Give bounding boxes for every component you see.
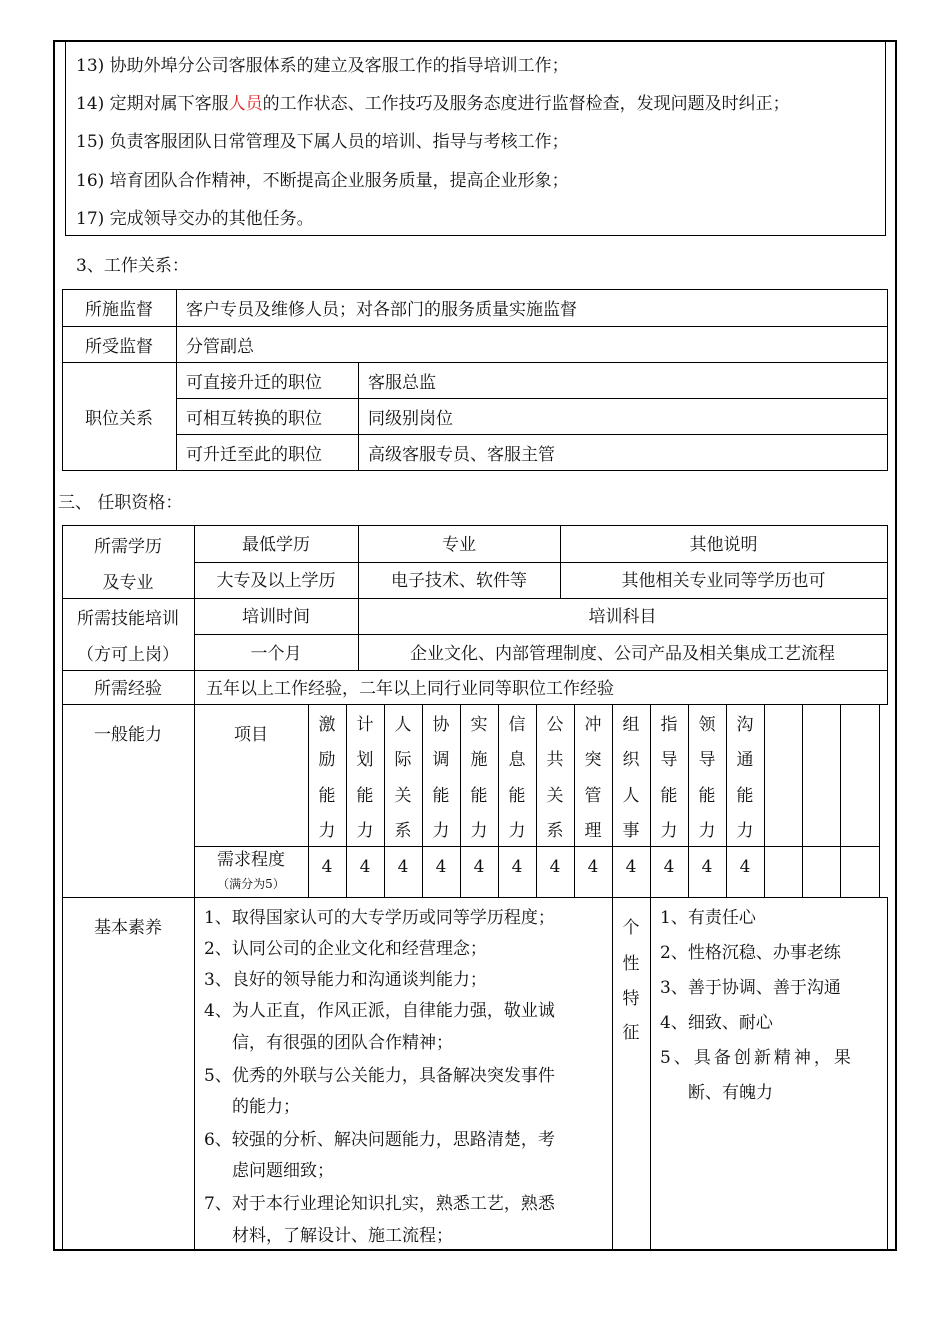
- q-col-right-bottom: [887, 897, 888, 1250]
- ability-name-char: 沟: [736, 715, 754, 735]
- basic-6b: 虑问题细致；: [232, 1161, 334, 1181]
- ability-name-char: 突: [584, 750, 602, 770]
- supervised-label: 所受监督: [85, 337, 153, 357]
- basic-5a: 5、优秀的外联与公关能力，具备解决突发事件: [204, 1066, 555, 1086]
- basic-4b: 信，有很强的团队合作精神；: [232, 1033, 453, 1053]
- ability-name-char: 关: [546, 786, 564, 806]
- ability-name-char: 励: [318, 750, 336, 770]
- ability-score: 4: [587, 857, 599, 877]
- ability-score: 4: [663, 857, 675, 877]
- q-line-edu-mid: [194, 562, 888, 563]
- ability-name-char: 划: [356, 750, 374, 770]
- supervise-label: 所施监督: [85, 300, 153, 320]
- ability-name-char: 能: [508, 786, 526, 806]
- ability-name-char: 系: [546, 821, 564, 841]
- ability-name-char: 力: [318, 821, 336, 841]
- ability-name-char: 关: [394, 786, 412, 806]
- outer-border-bottom: [53, 1249, 897, 1251]
- ability-name-char: 信: [508, 715, 526, 735]
- supervised-value: 分管副总: [186, 337, 254, 357]
- requirement-label: 需求程度: [217, 850, 285, 870]
- basic-label: 基本素养: [94, 918, 162, 938]
- basic-3: 3、良好的领导能力和沟通谈判能力；: [204, 970, 487, 990]
- duty-17: 17) 完成领导交办的其他任务。: [76, 209, 314, 229]
- ability-name-char: 能: [698, 786, 716, 806]
- personality-3: 3、善于协调、善于沟通: [660, 978, 841, 998]
- ability-name-char: 能: [356, 786, 374, 806]
- requirement-note: （满分为5）: [217, 877, 285, 891]
- from-label: 可升迁至此的职位: [186, 445, 322, 465]
- major-value: 电子技术、软件等: [391, 571, 527, 591]
- train-subject-header: 培训科目: [588, 607, 657, 627]
- personality-1: 1、有责任心: [660, 908, 756, 928]
- rel-line-3: [176, 398, 888, 399]
- basic-6a: 6、较强的分析、解决问题能力，思路清楚，考: [204, 1130, 555, 1150]
- train-time-value: 一个月: [250, 644, 302, 664]
- promote-label: 可直接升迁的职位: [186, 373, 322, 393]
- outer-border-right: [895, 40, 897, 1251]
- ability-name-char: 冲: [584, 715, 602, 735]
- ab-col: [840, 704, 841, 897]
- ability-name-char: 计: [356, 715, 374, 735]
- ability-name-char: 实: [470, 715, 488, 735]
- ability-name-char: 管: [584, 786, 602, 806]
- duties-box-right: [885, 40, 886, 235]
- q-line-top: [62, 525, 888, 526]
- highlighted-text: 人员: [228, 94, 263, 114]
- ability-name-char: 领: [698, 715, 716, 735]
- ability-name-char: 能: [432, 786, 450, 806]
- ability-score: 4: [625, 857, 637, 877]
- ability-score: 4: [511, 857, 523, 877]
- duty-13: 13) 协助外埠分公司客服体系的建立及客服工作的指导培训工作；: [76, 56, 569, 76]
- personality-label-4: 征: [622, 1023, 640, 1043]
- edu-label-2: 及专业: [102, 573, 154, 593]
- q-col-left: [62, 525, 63, 1250]
- ability-name-char: 织: [622, 750, 640, 770]
- other-header: 其他说明: [689, 535, 758, 555]
- skill-label-2: （方可上岗）: [77, 645, 179, 665]
- ability-name-char: 力: [432, 821, 450, 841]
- rel-line-1: [62, 326, 888, 327]
- duty-15: 15) 负责客服团队日常管理及下属人员的培训、指导与考核工作；: [76, 132, 569, 152]
- ability-name-char: 能: [736, 786, 754, 806]
- ability-name-char: 力: [470, 821, 488, 841]
- ability-name-char: 力: [508, 821, 526, 841]
- ability-name-char: 力: [698, 821, 716, 841]
- ability-score: 4: [701, 857, 713, 877]
- qualifications-heading: 三、 任职资格：: [58, 493, 183, 513]
- train-subject-value: 企业文化、内部管理制度、公司产品及相关集成工艺流程: [410, 644, 835, 664]
- ability-name-char: 能: [470, 786, 488, 806]
- ability-name-char: 指: [660, 715, 678, 735]
- outer-border-left: [53, 40, 55, 1251]
- q-col-right-top: [887, 525, 888, 705]
- exp-value: 五年以上工作经验，二年以上同行业同等职位工作经验: [206, 679, 614, 699]
- outer-border-top: [53, 40, 897, 42]
- ability-name-char: 系: [394, 821, 412, 841]
- ability-name-char: 协: [432, 715, 450, 735]
- basic-4a: 4、为人正直，作风正派，自律能力强，敬业诚: [204, 1001, 555, 1021]
- from-value: 高级客服专员、客服主管: [368, 445, 555, 465]
- skill-label-1: 所需技能培训: [77, 609, 179, 629]
- ab-col: [879, 704, 880, 897]
- train-time-header: 培训时间: [242, 607, 310, 627]
- ability-name-char: 人: [622, 786, 640, 806]
- q-line-ability-bottom: [62, 897, 888, 898]
- ability-name-char: 激: [318, 715, 336, 735]
- rel-col-2: [358, 362, 359, 471]
- ability-name-char: 人: [394, 715, 412, 735]
- ability-name-char: 力: [356, 821, 374, 841]
- ability-name-char: 能: [318, 786, 336, 806]
- ability-name-char: 际: [394, 750, 412, 770]
- basic-1: 1、取得国家认可的大专学历或同等学历程度；: [204, 908, 555, 928]
- duty-16: 16) 培育团队合作精神，不断提高企业服务质量，提高企业形象；: [76, 171, 569, 191]
- rel-col-right: [887, 289, 888, 471]
- exp-label: 所需经验: [94, 679, 162, 699]
- ability-name-char: 调: [432, 750, 450, 770]
- rel-line-top: [62, 289, 888, 290]
- personality-5a: 5、具备创新精神，果: [660, 1048, 854, 1068]
- personality-5b: 断、有魄力: [688, 1083, 773, 1103]
- personality-label-2: 性: [622, 954, 640, 974]
- transfer-label: 可相互转换的职位: [186, 409, 322, 429]
- ability-score: 4: [549, 857, 561, 877]
- basic-7a: 7、对于本行业理论知识扎实，熟悉工艺，熟悉: [204, 1194, 555, 1214]
- ability-label: 一般能力: [94, 725, 162, 745]
- personality-label-3: 特: [622, 989, 640, 1009]
- ability-score: 4: [435, 857, 447, 877]
- q-col-personality-2: [650, 897, 651, 1250]
- other-value: 其他相关专业同等学历也可: [621, 571, 826, 591]
- transfer-value: 同级别岗位: [368, 409, 453, 429]
- ability-name-char: 息: [508, 750, 526, 770]
- q-col-personality-1: [612, 897, 613, 1250]
- basic-2: 2、认同公司的企业文化和经营理念；: [204, 939, 487, 959]
- personality-label-1: 个: [622, 918, 640, 938]
- duties-box-bottom: [65, 235, 886, 236]
- personality-2: 2、性格沉稳、办事老练: [660, 943, 841, 963]
- q-line-ability-mid: [194, 846, 880, 847]
- ability-name-char: 力: [736, 821, 754, 841]
- q-line-skill-bottom: [62, 670, 888, 671]
- ability-score: 4: [739, 857, 751, 877]
- ability-name-char: 事: [622, 821, 640, 841]
- ability-name-char: 施: [470, 750, 488, 770]
- ability-name-char: 导: [698, 750, 716, 770]
- duty-14: 14) 定期对属下客服人员的工作状态、工作技巧及服务态度进行监督检查，发现问题及时纠正；: [76, 94, 790, 114]
- supervise-value: 客户专员及维修人员；对各部门的服务质量实施监督: [186, 300, 577, 320]
- personality-4: 4、细致、耐心: [660, 1013, 773, 1033]
- ability-name-char: 组: [622, 715, 640, 735]
- ability-name-char: 共: [546, 750, 564, 770]
- basic-5b: 的能力；: [232, 1097, 300, 1117]
- ability-score: 4: [321, 857, 333, 877]
- item-label: 项目: [234, 725, 268, 745]
- basic-7b: 材料，了解设计、施工流程；: [232, 1226, 453, 1246]
- ability-score: 4: [397, 857, 409, 877]
- ab-col: [764, 704, 765, 897]
- min-edu-value: 大专及以上学历: [216, 571, 336, 591]
- rel-line-bottom: [62, 470, 888, 471]
- ability-name-char: 通: [736, 750, 754, 770]
- ability-name-char: 导: [660, 750, 678, 770]
- relations-heading: 3、工作关系：: [76, 256, 189, 276]
- ab-col: [802, 704, 803, 897]
- ability-score: 4: [473, 857, 485, 877]
- major-header: 专业: [442, 535, 476, 555]
- edu-label-1: 所需学历: [94, 537, 162, 557]
- q-line-skill-mid: [194, 634, 888, 635]
- rel-line-4: [176, 434, 888, 435]
- min-edu-header: 最低学历: [242, 535, 310, 555]
- ability-name-char: 能: [660, 786, 678, 806]
- ability-name-char: 力: [660, 821, 678, 841]
- ability-score: 4: [359, 857, 371, 877]
- rel-col-1: [176, 289, 177, 471]
- ability-name-char: 公: [546, 715, 564, 735]
- promote-value: 客服总监: [368, 373, 436, 393]
- rel-line-2: [62, 362, 888, 363]
- position-label: 职位关系: [85, 409, 153, 429]
- q-line-edu-bottom: [62, 598, 888, 599]
- duties-box-left: [65, 40, 66, 235]
- ability-name-char: 理: [584, 821, 602, 841]
